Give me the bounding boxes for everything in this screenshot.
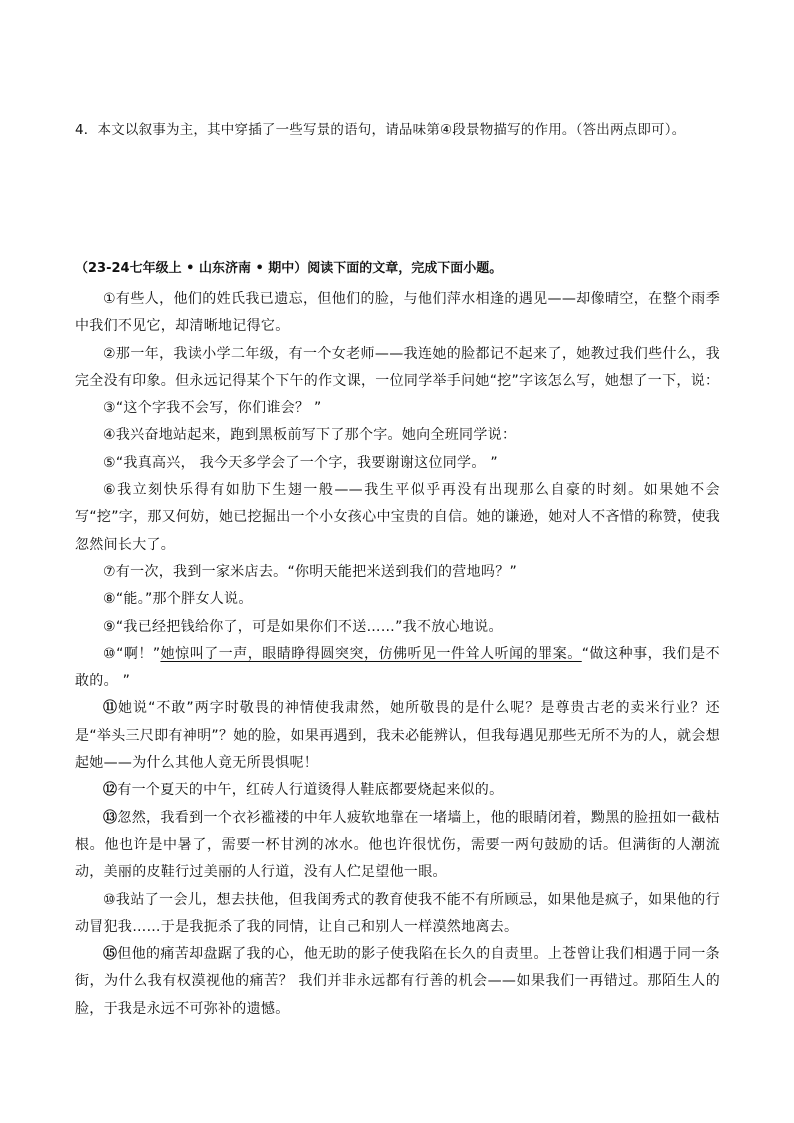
paragraph-10-start: ⑩“啊！” xyxy=(103,645,161,662)
paragraph-4: ④我兴奋地站起来，跑到黑板前写下了那个字。她向全班同学说： xyxy=(103,427,517,444)
paragraph-11-text: 她说“不敢”两字时敬畏的神情使我肃然，她所敬畏的是什么呢？是尊贵古老的卖米行业？还是“举头三尺即有神明”？她的脸，如果再遇到，我未必能辨认，但我每遇见那些无所不为的人，就会想起她——为什么其他人竟无所畏惧呢！ xyxy=(75,700,720,772)
paragraph-1: ①有些人，他们的姓氏我已遗忘，但他们的脸，与他们萍水相逢的遇见——却像晴空，在整个雨季中我们不见它，却清晰地记得它。 xyxy=(75,291,720,335)
reading-passage xyxy=(75,286,720,1023)
paragraph-2: ②那一年，我读小学二年级，有一个女老师——我连她的脸都记不起来了，她教过我们些什么，我完全没有印象。但永远记得某个下午的作文课，一位同学举手问她“挖”字该怎么写，她想了一下，说： xyxy=(75,345,720,389)
paragraph-7: ⑦有一次，我到一家米店去。“你明天能把米送到我们的营地吗？” xyxy=(103,563,518,580)
underlined-sentence: 她惊叫了一声，眼睛睁得圆突突，仿佛听见一件耸人听闻的罪案。 xyxy=(160,645,582,662)
question-4: 4．本文以叙事为主，其中穿插了一些写景的语句，请品味第④段景物描写的作用。（答出两点即可）。 xyxy=(75,122,686,138)
section-title: （23-24七年级上 • 山东济南 • 期中）阅读下面的文章，完成下面小题。 xyxy=(75,261,503,276)
paragraph-12-text: 有一个夏天的中午，红砖人行道烫得人鞋底都要烧起来似的。 xyxy=(117,782,504,799)
paragraph-15 xyxy=(75,941,720,1023)
paragraph-12-number: ⑫ xyxy=(103,782,118,799)
paragraph-11-number: ⑪ xyxy=(103,700,119,717)
paragraph-13-text: 忽然，我看到一个衣衫褴褛的中年人疲软地靠在一堵墙上，他的眼睛闭着，黝黑的脸扭如一截枯根。他也许是中暑了，需要一杯甘洌的冰水。他也许很忧伤，需要一两句鼓励的话。但满街的人潮流动，美丽的皮鞋行过美丽的人行道，没有人伫足望他一眼。 xyxy=(75,809,720,881)
paragraph-8: ⑧“能。”那个胖女人说。 xyxy=(103,591,253,608)
paragraph-15-text: 但他的痛苦却盘踞了我的心，他无助的影子使我陷在长久的自责里。上苍曾让我们相遇于同一条街，为什么我有权漠视他的痛苦？ 我们并非永远都有行善的机会——如果我们一再错过。那陌生人的脸，于我是永远不可弥补的遗憾。 xyxy=(75,946,720,1017)
paragraph-15-number: ⑮ xyxy=(103,946,118,963)
paragraph-3: ③“这个字我不会写，你们谁会？ ” xyxy=(103,400,322,417)
paragraph-14: ⑩我站了一会儿，想去扶他，但我闺秀式的教育使我不能不有所顾忌，如果他是疯子，如果他的行动冒犯我……于是我扼杀了我的同情，让自己和别人一样漠然地离去。 xyxy=(75,891,720,935)
paragraph-13-number: ⑬ xyxy=(103,809,118,826)
paragraph-13 xyxy=(75,805,720,887)
paragraph-10 xyxy=(75,641,720,696)
paragraph-10-end: “做这种事，我们是不敢的。 ” xyxy=(75,645,720,690)
paragraph-9: ⑨“我已经把钱给你了，可是如果你们不送……”我不放心地说。 xyxy=(103,618,503,635)
paragraph-12 xyxy=(75,777,720,804)
paragraph-11 xyxy=(75,695,720,777)
paragraph-6: ⑥我立刻快乐得有如肋下生翅一般——我生平似乎再没有出现那么自豪的时刻。如果她不会写“挖”字，那又何妨，她已挖掘出一个小女孩心中宝贵的自信。她的谦逊，她对人不吝惜的称赞，使我忽然间长大了。 xyxy=(75,482,720,553)
paragraph-5: ⑤“我真高兴， 我今天多学会了一个字，我要谢谢这位同学。 ” xyxy=(103,454,498,471)
